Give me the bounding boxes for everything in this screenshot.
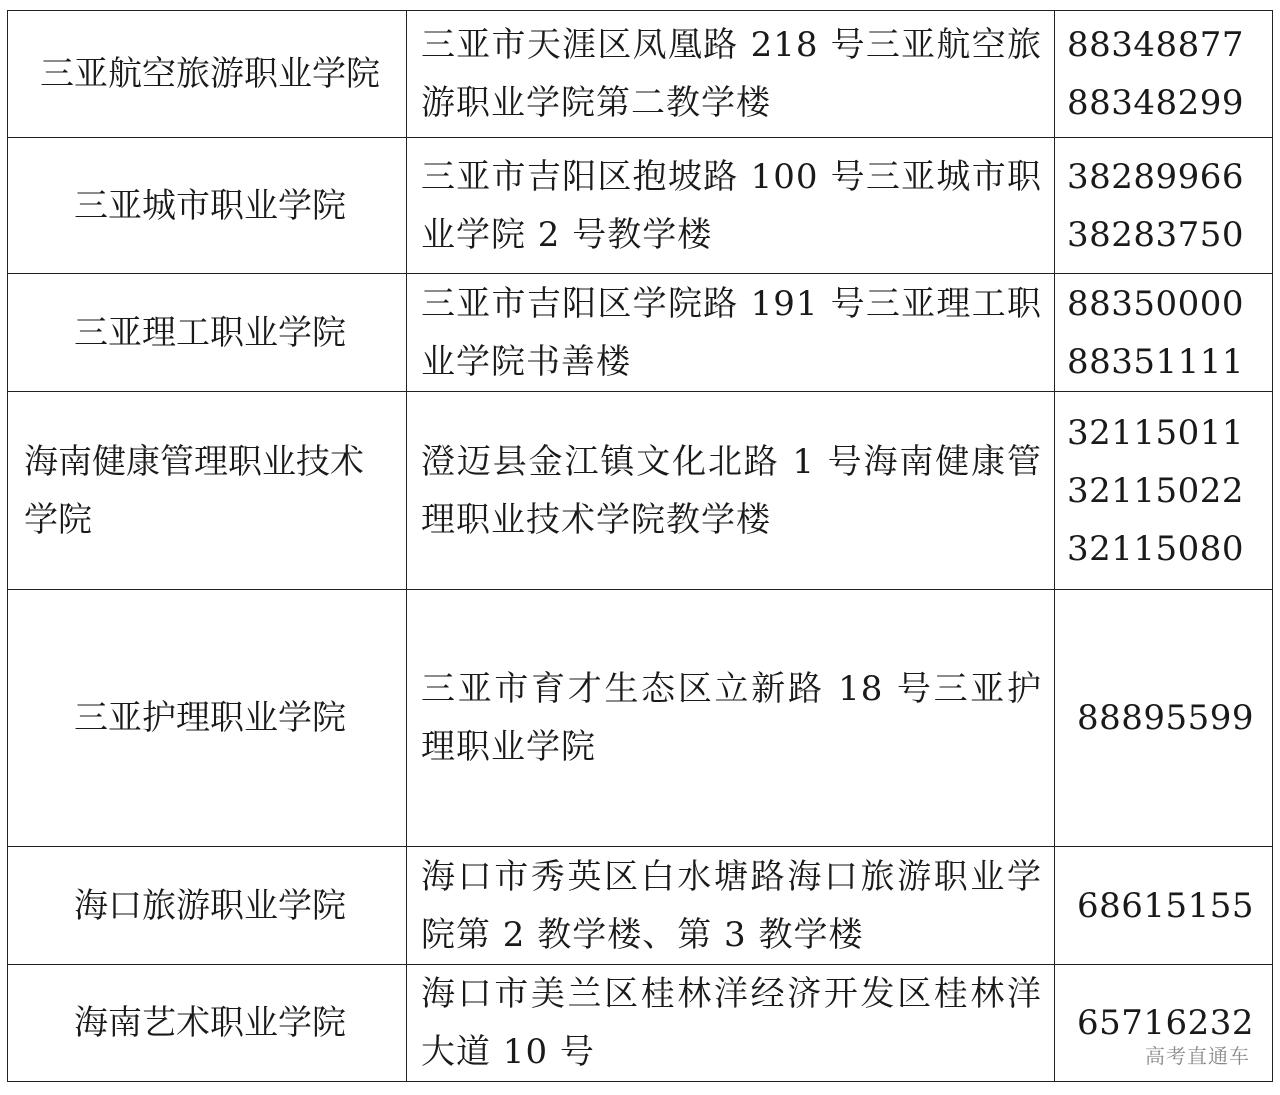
phone-cell [1055, 11, 1273, 138]
phone-cell [1055, 138, 1273, 274]
phone-number: 88351111 [1067, 341, 1245, 382]
table-row [8, 138, 1273, 274]
school-name-cell [8, 274, 407, 392]
phone-number: 38283750 [1067, 214, 1245, 255]
school-address: 澄迈县金江镇文化北路 1 号海南健康管理职业技术学院教学楼 [421, 441, 1042, 540]
school-address: 三亚市天涯区凤凰路 218 号三亚航空旅游职业学院第二教学楼 [421, 25, 1042, 123]
phone-number: 88348877 [1067, 25, 1245, 65]
school-name-cell [8, 590, 407, 847]
school-name-cell [8, 138, 407, 274]
address-cell [407, 965, 1055, 1082]
address-cell [407, 138, 1055, 274]
table-row [8, 392, 1273, 590]
school-name: 三亚城市职业学院 [74, 185, 346, 226]
table-row [8, 965, 1273, 1082]
address-cell [407, 392, 1055, 590]
phone-cell [1055, 274, 1273, 392]
school-name-cell [8, 847, 407, 965]
address-cell [407, 590, 1055, 847]
school-name: 三亚航空旅游职业学院 [40, 54, 380, 94]
phone-cell [1055, 590, 1273, 847]
school-name-cell [8, 392, 407, 590]
school-name: 三亚理工职业学院 [74, 312, 346, 353]
school-name-cell [8, 11, 407, 138]
address-cell [407, 11, 1055, 138]
school-name: 三亚护理职业学院 [74, 698, 346, 738]
school-address: 三亚市吉阳区抱坡路 100 号三亚城市职业学院 2 号教学楼 [421, 156, 1042, 255]
phone-number: 88350000 [1067, 283, 1245, 324]
phone-number: 65716232 [1076, 1003, 1255, 1043]
address-cell [407, 847, 1055, 965]
school-name-cell [8, 965, 407, 1082]
school-address: 海口市秀英区白水塘路海口旅游职业学院第 2 教学楼、第 3 教学楼 [421, 856, 1042, 955]
school-address: 三亚市吉阳区学院路 191 号三亚理工职业学院书善楼 [421, 283, 1042, 382]
phone-number: 32115022 [1067, 470, 1245, 511]
phone-number: 32115011 [1067, 412, 1245, 453]
phone-number: 88348299 [1067, 83, 1245, 123]
phone-number: 68615155 [1076, 885, 1255, 926]
table-row [8, 274, 1273, 392]
school-address: 三亚市育才生态区立新路 18 号三亚护理职业学院 [421, 669, 1042, 767]
table-row [8, 847, 1273, 965]
address-cell [407, 274, 1055, 392]
school-contact-table [7, 10, 1273, 1082]
table-row [8, 11, 1273, 138]
school-name: 海南健康管理职业技术学院 [24, 441, 364, 540]
phone-number: 38289966 [1067, 156, 1245, 197]
school-name: 海口旅游职业学院 [74, 885, 346, 926]
school-name: 海南艺术职业学院 [74, 1003, 346, 1043]
phone-cell [1055, 392, 1273, 590]
table-row [8, 590, 1273, 847]
phone-number: 88895599 [1076, 698, 1255, 738]
phone-cell [1055, 847, 1273, 965]
school-address: 海口市美兰区桂林洋经济开发区桂林洋大道 10 号 [421, 974, 1042, 1072]
phone-number: 32115080 [1067, 528, 1245, 569]
watermark-text: 高考直通车 [1145, 1044, 1250, 1068]
